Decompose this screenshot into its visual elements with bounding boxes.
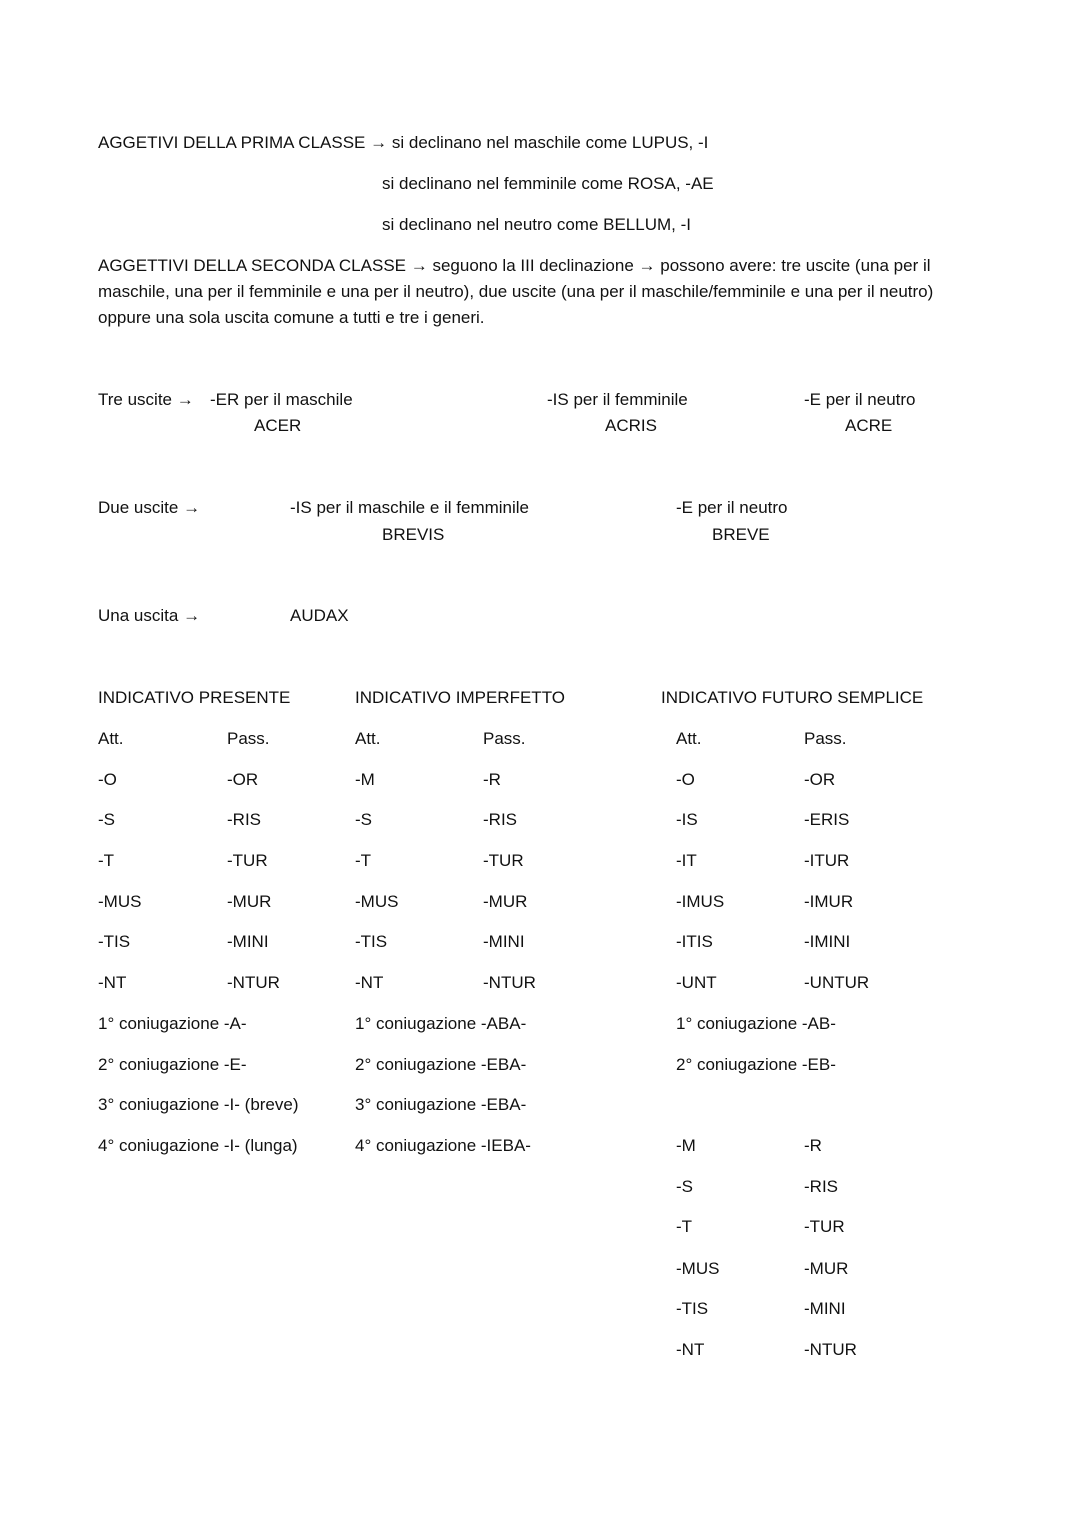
prima-classe-heading: AGGETIVI DELLA PRIMA CLASSE <box>98 133 366 152</box>
futuro-extra-pass-cell: -RIS <box>804 1177 838 1196</box>
due-uscite-mf-example: BREVIS <box>382 525 445 544</box>
imperfetto-note: 1° coniugazione -ABA- <box>355 1014 527 1033</box>
presente-pass-cell: -MUR <box>227 892 272 911</box>
futuro-extra-pass-cell: -MINI <box>804 1299 846 1318</box>
una-uscita-label: Una uscita <box>98 606 179 625</box>
futuro-pass-cell: -ITUR <box>804 851 850 870</box>
prima-classe-line-1: si declinano nel maschile come LUPUS, -I <box>391 133 709 152</box>
presente-note: 4° coniugazione -I- (lunga) <box>98 1136 298 1155</box>
presente-att-cell: -MUS <box>98 892 142 911</box>
imperfetto-note: 4° coniugazione -IEBA- <box>355 1136 531 1155</box>
arrow-icon: → <box>370 133 388 152</box>
futuro-col-att: Att. <box>676 729 702 748</box>
futuro-att-cell: -O <box>676 770 695 789</box>
presente-note: 3° coniugazione -I- (breve) <box>98 1095 299 1114</box>
futuro-extra-pass-cell: -NTUR <box>804 1340 857 1359</box>
futuro-extra-pass-cell: -MUR <box>804 1259 849 1278</box>
presente-att-cell: -T <box>98 851 115 870</box>
seconda-classe-part-1: seguono la III declinazione <box>432 256 634 275</box>
presente-att-cell: -O <box>98 770 117 789</box>
imperfetto-pass-cell: -R <box>483 770 501 789</box>
imperfetto-pass-cell: -MINI <box>483 932 525 951</box>
futuro-extra-att-cell: -T <box>676 1217 693 1236</box>
futuro-extra-att-cell: -NT <box>676 1340 705 1359</box>
presente-pass-cell: -RIS <box>227 810 261 829</box>
presente-title: INDICATIVO PRESENTE <box>98 688 291 707</box>
futuro-col-pass: Pass. <box>804 729 847 748</box>
imperfetto-col-pass: Pass. <box>483 729 526 748</box>
prima-classe-line-2: si declinano nel femminile come ROSA, -AE <box>382 174 714 193</box>
tre-uscite-masc: -ER per il maschile <box>210 390 353 409</box>
tre-uscite-femm-example: ACRIS <box>605 416 657 435</box>
seconda-classe-heading: AGGETTIVI DELLA SECONDA CLASSE <box>98 256 406 275</box>
due-uscite-mf: -IS per il maschile e il femminile <box>290 498 530 517</box>
futuro-pass-cell: -UNTUR <box>804 973 870 992</box>
futuro-pass-cell: -IMINI <box>804 932 851 951</box>
imperfetto-title: INDICATIVO IMPERFETTO <box>355 688 565 707</box>
futuro-pass-cell: -OR <box>804 770 836 789</box>
imperfetto-pass-cell: -MUR <box>483 892 528 911</box>
presente-att-cell: -NT <box>98 973 127 992</box>
arrow-icon: → <box>183 606 201 625</box>
futuro-att-cell: -IT <box>676 851 697 870</box>
presente-att-cell: -S <box>98 810 115 829</box>
futuro-extra-att-cell: -TIS <box>676 1299 709 1318</box>
due-uscite-label: Due uscite <box>98 498 179 517</box>
presente-pass-cell: -TUR <box>227 851 268 870</box>
due-uscite-neut-example: BREVE <box>712 525 770 544</box>
imperfetto-pass-cell: -NTUR <box>483 973 536 992</box>
presente-pass-cell: -OR <box>227 770 259 789</box>
tre-uscite-femm: -IS per il femminile <box>547 390 688 409</box>
prima-classe-heading-line <box>98 130 708 156</box>
prima-classe-line-3: si declinano nel neutro come BELLUM, -I <box>382 215 691 234</box>
futuro-att-cell: -UNT <box>676 973 717 992</box>
arrow-icon: → <box>176 390 194 409</box>
futuro-att-cell: -ITIS <box>676 932 713 951</box>
presente-pass-cell: -MINI <box>227 932 269 951</box>
seconda-classe-paragraph <box>98 253 978 331</box>
imperfetto-pass-cell: -TUR <box>483 851 524 870</box>
futuro-note: 2° coniugazione -EB- <box>676 1055 836 1074</box>
futuro-pass-cell: -ERIS <box>804 810 850 829</box>
futuro-pass-cell: -IMUR <box>804 892 854 911</box>
seconda-classe-part-2: possono avere: tre uscite (una per il maschile, una per il femminile e una per il neutro), due uscite (una per il maschile/femminile e una per il neutro) oppure una sola uscita comune a tutti e tre i generi. <box>98 256 934 327</box>
imperfetto-att-cell: -M <box>355 770 375 789</box>
tre-uscite-label: Tre uscite <box>98 390 173 409</box>
presente-note: 1° coniugazione -A- <box>98 1014 247 1033</box>
arrow-icon: → <box>410 256 428 275</box>
tre-uscite-masc-example: ACER <box>254 416 302 435</box>
imperfetto-note: 2° coniugazione -EBA- <box>355 1055 527 1074</box>
arrow-icon: → <box>183 498 201 517</box>
arrow-icon: → <box>638 256 656 275</box>
futuro-extra-att-cell: -M <box>676 1136 696 1155</box>
presente-note: 2° coniugazione -E- <box>98 1055 247 1074</box>
futuro-note: 1° coniugazione -AB- <box>676 1014 836 1033</box>
presente-col-pass: Pass. <box>227 729 270 748</box>
futuro-att-cell: -IS <box>676 810 698 829</box>
imperfetto-att-cell: -MUS <box>355 892 399 911</box>
futuro-extra-att-cell: -S <box>676 1177 693 1196</box>
imperfetto-att-cell: -T <box>355 851 372 870</box>
futuro-extra-pass-cell: -TUR <box>804 1217 845 1236</box>
due-uscite-neut: -E per il neutro <box>676 498 788 517</box>
presente-att-cell: -TIS <box>98 932 131 951</box>
una-uscita-label-line <box>98 603 200 629</box>
imperfetto-att-cell: -TIS <box>355 932 388 951</box>
imperfetto-pass-cell: -RIS <box>483 810 517 829</box>
futuro-att-cell: -IMUS <box>676 892 725 911</box>
imperfetto-note: 3° coniugazione -EBA- <box>355 1095 527 1114</box>
futuro-extra-pass-cell: -R <box>804 1136 822 1155</box>
tre-uscite-label-line <box>98 387 194 413</box>
tre-uscite-neut: -E per il neutro <box>804 390 916 409</box>
futuro-extra-att-cell: -MUS <box>676 1259 720 1278</box>
imperfetto-att-cell: -NT <box>355 973 384 992</box>
una-uscita-example: AUDAX <box>290 606 349 625</box>
tre-uscite-neut-example: ACRE <box>845 416 893 435</box>
presente-col-att: Att. <box>98 729 124 748</box>
due-uscite-label-line <box>98 495 200 521</box>
presente-pass-cell: -NTUR <box>227 973 280 992</box>
imperfetto-att-cell: -S <box>355 810 372 829</box>
imperfetto-col-att: Att. <box>355 729 381 748</box>
futuro-title: INDICATIVO FUTURO SEMPLICE <box>661 688 924 707</box>
